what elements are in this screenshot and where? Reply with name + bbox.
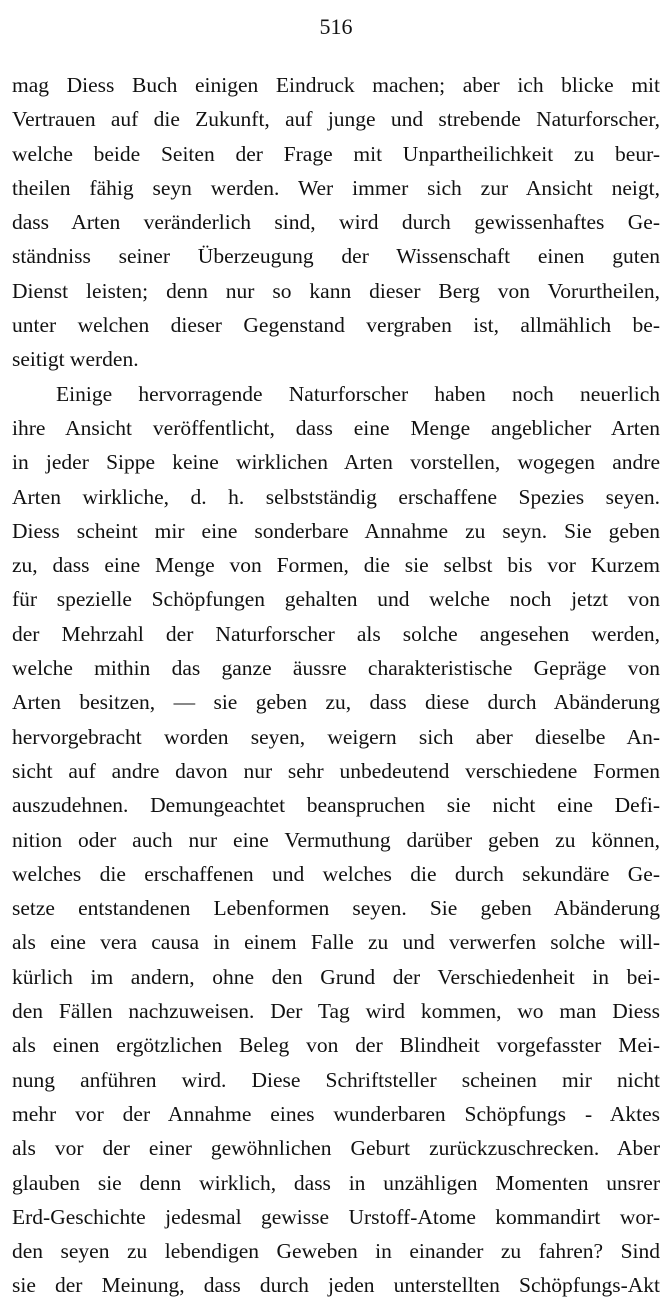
text-line: sicht auf andre davon nur sehr unbedeutend verschiedene Formen xyxy=(12,758,660,783)
text-line: ihre Ansicht veröffentlicht, dass eine Menge angeblicher Arten xyxy=(12,415,660,440)
text-line: unter welchen dieser Gegenstand vergraben ist, allmählich be- xyxy=(12,313,660,338)
text-line: glauben sie denn wirklich, dass in unzähligen Momenten unsrer xyxy=(12,1170,660,1195)
text-line: setze entstandenen Lebenformen seyen. Sie geben Abänderung xyxy=(12,896,660,921)
text-line: mehr vor der Annahme eines wunderbaren Schöpfungs - Aktes xyxy=(12,1101,660,1126)
text-line: Dienst leisten; denn nur so kann dieser Berg von Vorurtheilen, xyxy=(12,278,660,303)
text-line: Erd-Geschichte jedesmal gewisse Urstoff-Atome kommandirt wor- xyxy=(12,1204,660,1229)
text-line: Arten besitzen, — sie geben zu, dass diese durch Abänderung xyxy=(12,690,660,715)
text-line: zu, dass eine Menge von Formen, die sie selbst bis vor Kurzem xyxy=(12,553,660,578)
text-line: als vor der einer gewöhnlichen Geburt zurückzuschrecken. Aber xyxy=(12,1136,660,1161)
text-line: Vertrauen auf die Zukunft, auf junge und strebende Naturforscher, xyxy=(12,107,660,132)
text-line: theilen fähig seyn werden. Wer immer sich zur Ansicht neigt, xyxy=(12,175,660,200)
text-line: nung anführen wird. Diese Schriftsteller scheinen mir nicht xyxy=(12,1067,660,1092)
text-line: auszudehnen. Demungeachtet beanspruchen sie nicht eine Defi- xyxy=(12,793,660,818)
text-line: sie der Meinung, dass durch jeden unterstellten Schöpfungs-Akt xyxy=(12,1273,660,1298)
body-text xyxy=(12,68,660,1303)
text-line: Arten wirkliche, d. h. selbstständig erschaffene Spezies seyen. xyxy=(12,484,660,509)
text-line: seitigt werden. xyxy=(12,347,139,372)
text-line: nition oder auch nur eine Vermuthung darüber geben zu können, xyxy=(12,827,660,852)
text-line: der Mehrzahl der Naturforscher als solche angesehen werden, xyxy=(12,621,660,646)
text-line: welche mithin das ganze äussre charakteristische Gepräge von xyxy=(12,656,660,681)
text-line: als eine vera causa in einem Falle zu und verwerfen solche will- xyxy=(12,930,660,955)
text-line: Einige hervorragende Naturforscher haben noch neuerlich xyxy=(56,381,660,406)
text-line: welche beide Seiten der Frage mit Unpartheilichkeit zu beur- xyxy=(12,141,660,166)
text-line: in jeder Sippe keine wirklichen Arten vorstellen, wogegen andre xyxy=(12,450,660,475)
text-line: ständniss seiner Überzeugung der Wissenschaft einen guten xyxy=(12,244,660,269)
text-line: dass Arten veränderlich sind, wird durch gewissenhaftes Ge- xyxy=(12,210,660,235)
text-line: mag Diess Buch einigen Eindruck machen; aber ich blicke mit xyxy=(12,73,660,97)
text-line: den seyen zu lebendigen Geweben in einander zu fahren? Sind xyxy=(12,1239,660,1264)
text-line: Diess scheint mir eine sonderbare Annahme zu seyn. Sie geben xyxy=(12,518,660,543)
page-number: 516 xyxy=(319,14,353,39)
text-line: als einen ergötzlichen Beleg von der Blindheit vorgefasster Mei- xyxy=(12,1033,660,1058)
text-line: den Fällen nachzuweisen. Der Tag wird kommen, wo man Diess xyxy=(12,999,660,1024)
text-line: welches die erschaffenen und welches die durch sekundäre Ge- xyxy=(12,861,660,886)
text-line: kürlich im andern, ohne den Grund der Verschiedenheit in bei- xyxy=(12,964,660,989)
paragraph xyxy=(12,377,660,1303)
text-line: für spezielle Schöpfungen gehalten und welche noch jetzt von xyxy=(12,587,660,612)
text-line: hervorgebracht worden seyen, weigern sich aber dieselbe An- xyxy=(12,724,660,749)
paragraph xyxy=(12,68,660,377)
